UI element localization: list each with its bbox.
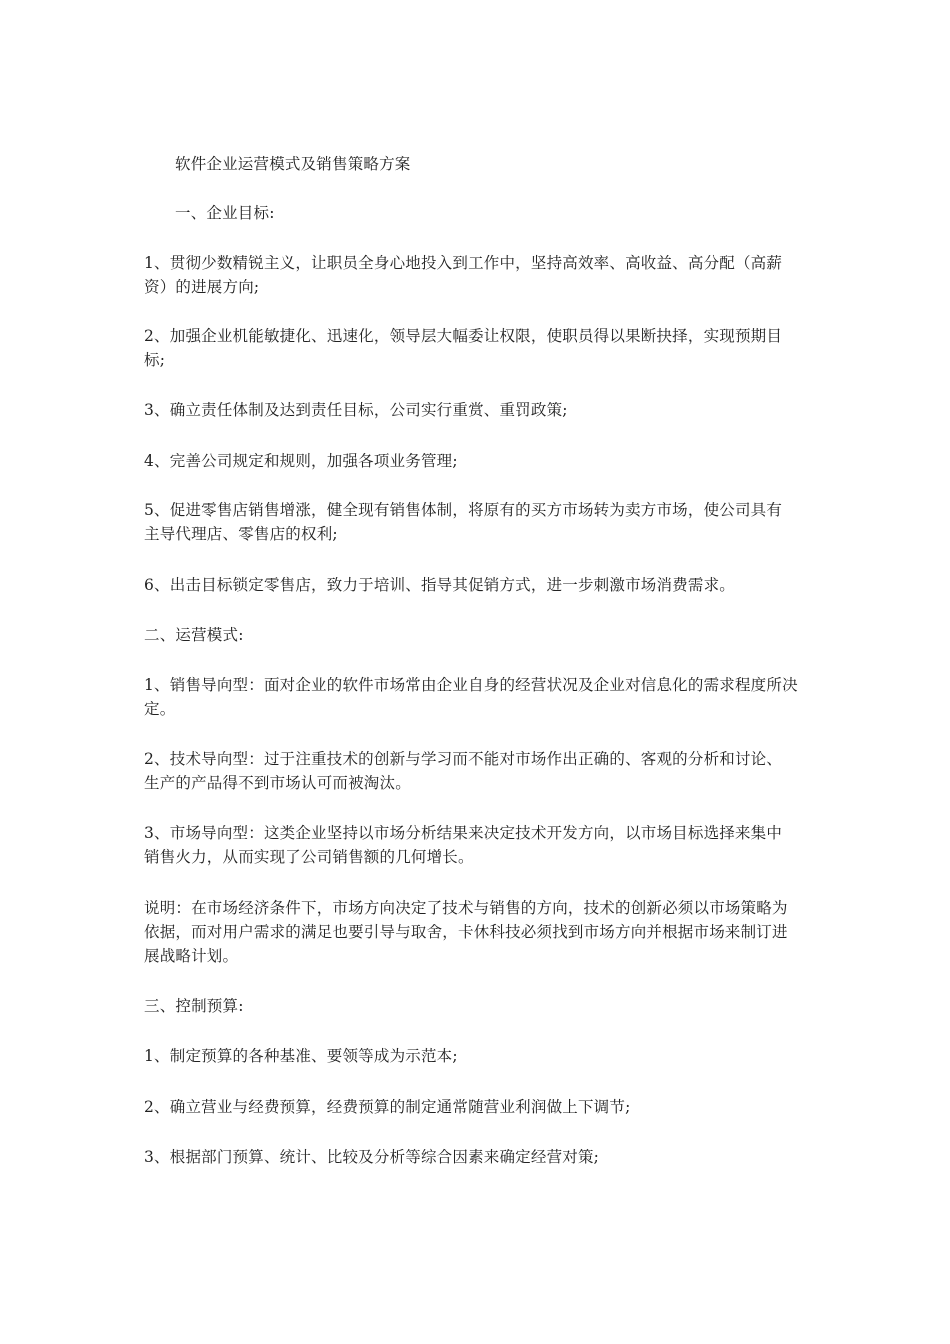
paragraph-line: 1、销售导向型：面对企业的软件市场常由企业自身的经营状况及企业对信息化的需求程度所决 xyxy=(144,676,798,694)
paragraph-line: 定。 xyxy=(144,700,176,718)
section-heading-budget: 三、控制预算: xyxy=(144,997,244,1015)
paragraph-line: 3、市场导向型：这类企业坚持以市场分析结果来决定技术开发方向，以市场目标选择来集中 xyxy=(144,824,783,842)
paragraph-line: 3、确立责任体制及达到责任目标，公司实行重赏、重罚政策; xyxy=(144,401,568,419)
paragraph-line: 3、根据部门预算、统计、比较及分析等综合因素来确定经营对策; xyxy=(144,1148,600,1166)
section-heading-operation-mode: 二、运营模式: xyxy=(144,626,244,644)
paragraph-line: 依据，而对用户需求的满足也要引导与取舍，卡休科技必须找到市场方向并根据市场来制订进 xyxy=(144,923,788,941)
paragraph-line: 生产的产品得不到市场认可而被淘汰。 xyxy=(144,774,411,792)
paragraph-line: 主导代理店、零售店的权利; xyxy=(144,525,338,543)
paragraph-line: 2、加强企业机能敏捷化、迅速化，领导层大幅委让权限，使职员得以果断抉择，实现预期目 xyxy=(144,327,783,345)
section-heading-goals: 一、企业目标: xyxy=(175,204,275,222)
document-title: 软件企业运营模式及销售策略方案 xyxy=(175,155,411,173)
paragraph-line: 销售火力，从而实现了公司销售额的几何增长。 xyxy=(144,848,474,866)
paragraph-line: 5、促进零售店销售增涨，健全现有销售体制，将原有的买方市场转为卖方市场，使公司具有 xyxy=(144,501,783,519)
paragraph-line: 2、确立营业与经费预算，经费预算的制定通常随营业利润做上下调节; xyxy=(144,1098,631,1116)
paragraph-line: 2、技术导向型：过于注重技术的创新与学习而不能对市场作出正确的、客观的分析和讨论、 xyxy=(144,750,783,768)
paragraph-line: 4、完善公司规定和规则，加强各项业务管理; xyxy=(144,452,458,470)
paragraph-line: 6、出击目标锁定零售店，致力于培训、指导其促销方式，进一步刺激市场消费需求。 xyxy=(144,576,735,594)
paragraph-line: 1、制定预算的各种基准、要领等成为示范本; xyxy=(144,1047,458,1065)
paragraph-line: 说明：在市场经济条件下，市场方向决定了技术与销售的方向，技术的创新必须以市场策略为 xyxy=(144,899,788,917)
paragraph-line: 资）的进展方向; xyxy=(144,278,260,296)
paragraph-line: 1、贯彻少数精锐主义，让职员全身心地投入到工作中，坚持高效率、高收益、高分配（高薪 xyxy=(144,254,783,272)
paragraph-line: 标; xyxy=(144,351,166,369)
paragraph-line: 展战略计划。 xyxy=(144,947,239,965)
